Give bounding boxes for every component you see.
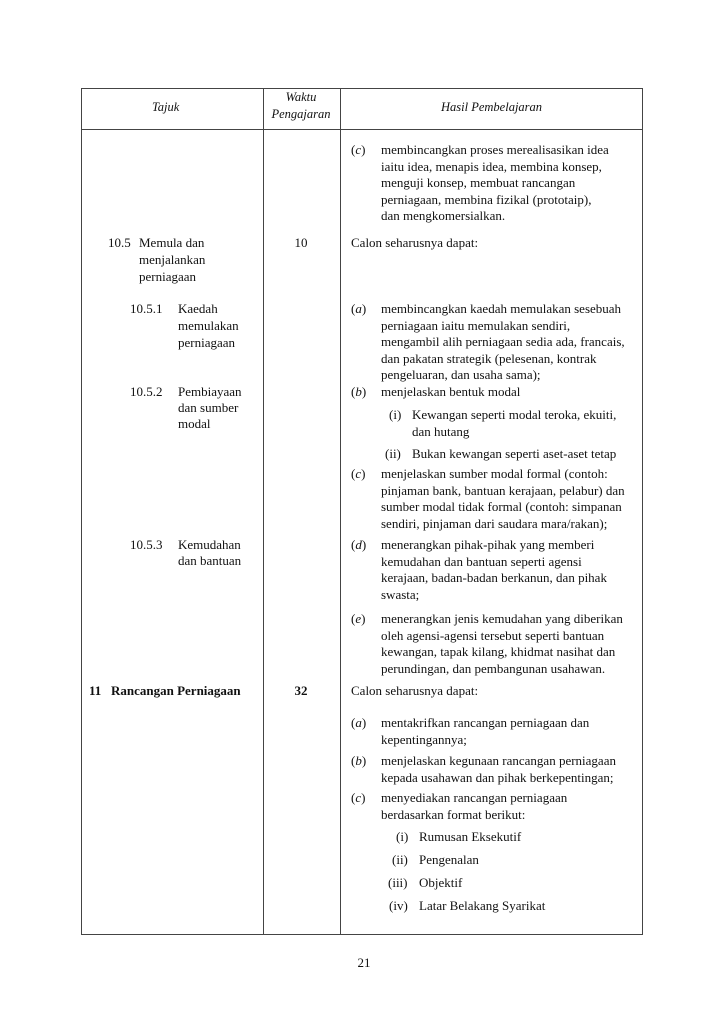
subitem-line: Pengenalan bbox=[419, 852, 479, 867]
item-letter: (a) bbox=[351, 715, 367, 730]
top-item-line: perniagaan, membina fizikal (prototaip), bbox=[381, 191, 592, 207]
item-line: swasta; bbox=[381, 586, 420, 602]
subitem-number: (i) bbox=[389, 407, 402, 422]
item-line: perniagaan iaitu memulakan sendiri, bbox=[381, 317, 571, 333]
subsection-number: 10.5.3 bbox=[130, 537, 163, 552]
section-hours: 10 bbox=[294, 235, 308, 250]
item-line: menyediakan rancangan perniagaan bbox=[381, 790, 568, 805]
item-line: mengambil alih perniagaan sedia ada, francais, bbox=[381, 334, 625, 349]
item-letter: (a) bbox=[351, 301, 367, 316]
item-letter: (b) bbox=[351, 753, 367, 768]
subitem-number: (ii) bbox=[385, 446, 401, 461]
subsection-title-line: Pembiayaan bbox=[178, 384, 242, 399]
top-item-letter: (c) bbox=[351, 142, 366, 157]
subitem-line: Latar Belakang Syarikat bbox=[419, 898, 546, 913]
section-number: 10.5 bbox=[108, 235, 131, 250]
item-line: menerangkan pihak-pihak yang memberi bbox=[381, 537, 595, 552]
subsection-title-line: dan sumber bbox=[178, 400, 239, 415]
subsection-number: 10.5.2 bbox=[130, 384, 163, 399]
item-letter: (b) bbox=[351, 384, 367, 399]
subitem-number: (iii) bbox=[388, 875, 408, 890]
section-title-line: Memula dan bbox=[139, 235, 205, 250]
item-line: membincangkan kaedah memulakan sesebuah bbox=[381, 301, 622, 316]
item-line: mentakrifkan rancangan perniagaan dan bbox=[381, 715, 590, 730]
header-hasil-pembelajaran: Hasil Pembelajaran bbox=[441, 100, 543, 114]
section-title-line: menjalankan bbox=[139, 252, 206, 267]
item-line: sendiri, pinjaman dari saudara mara/rakan); bbox=[381, 515, 608, 531]
item-line: menerangkan jenis kemudahan yang diberikan bbox=[381, 611, 623, 626]
item-line: kepada usahawan dan pihak berkepentingan; bbox=[381, 769, 614, 785]
chapter-number: 11 bbox=[89, 683, 102, 698]
column-divider-1 bbox=[263, 89, 264, 934]
section-intro: Calon seharusnya dapat: bbox=[351, 235, 479, 250]
item-line: kepentingannya; bbox=[381, 731, 467, 747]
chapter-title: Rancangan Perniagaan bbox=[111, 683, 241, 698]
subsection-title-line: modal bbox=[178, 416, 211, 431]
header-divider bbox=[82, 129, 642, 130]
subsection-number: 10.5.1 bbox=[130, 301, 163, 316]
item-line: dan pakatan strategik (pelesenan, kontrak bbox=[381, 350, 597, 366]
item-line: menjelaskan sumber modal formal (contoh: bbox=[381, 466, 608, 481]
item-line: menjelaskan bentuk modal bbox=[381, 384, 521, 399]
subsection-title-line: dan bantuan bbox=[178, 553, 242, 568]
subsection-title-line: Kaedah bbox=[178, 301, 218, 316]
subitem-number: (i) bbox=[396, 829, 409, 844]
item-line: kerajaan, badan-badan berkanun, dan pihak bbox=[381, 570, 607, 585]
item-line: berdasarkan format berikut: bbox=[381, 806, 526, 822]
item-line: kemudahan dan bantuan seperti agensi bbox=[381, 553, 582, 569]
item-letter: (d) bbox=[351, 537, 367, 552]
item-line: oleh agensi-agensi tersebut seperti bantuan bbox=[381, 627, 605, 643]
item-line: pengeluaran, dan usaha sama); bbox=[381, 367, 541, 382]
item-line: sumber modal tidak formal (contoh: simpanan bbox=[381, 499, 622, 514]
chapter-hours: 32 bbox=[294, 683, 308, 698]
subitem-line: Objektif bbox=[419, 875, 463, 890]
item-line: kewangan, tapak kilang, khidmat nasihat dan bbox=[381, 644, 616, 659]
item-letter: (c) bbox=[351, 466, 366, 481]
header-pengajaran: Pengajaran bbox=[271, 107, 331, 121]
top-item-line: membincangkan proses merealisasikan idea bbox=[381, 142, 609, 157]
header-waktu: Waktu bbox=[285, 90, 317, 104]
chapter-intro: Calon seharusnya dapat: bbox=[351, 683, 479, 698]
subitem-number: (iv) bbox=[389, 898, 408, 913]
section-title-line: perniagaan bbox=[139, 269, 197, 284]
item-line: menjelaskan kegunaan rancangan perniagaan bbox=[381, 753, 616, 768]
subsection-title-line: memulakan bbox=[178, 318, 239, 333]
item-line: pinjaman bank, bantuan kerajaan, pelabur) dan bbox=[381, 482, 625, 498]
subsection-title-line: Kemudahan bbox=[178, 537, 241, 552]
subsection-title-line: perniagaan bbox=[178, 335, 236, 350]
page-number: 21 bbox=[357, 955, 371, 970]
top-item-line: dan mengkomersialkan. bbox=[381, 208, 506, 223]
subitem-number: (ii) bbox=[392, 852, 408, 867]
item-letter: (e) bbox=[351, 611, 366, 626]
subitem-line: Kewangan seperti modal teroka, ekuiti, bbox=[412, 407, 617, 422]
item-letter: (c) bbox=[351, 790, 366, 805]
header-tajuk: Tajuk bbox=[152, 100, 180, 114]
item-line: perundingan, dan pembangunan usahawan. bbox=[381, 660, 606, 676]
column-divider-2 bbox=[340, 89, 341, 934]
subitem-line: Bukan kewangan seperti aset-aset tetap bbox=[412, 446, 617, 461]
subitem-line: Rumusan Eksekutif bbox=[419, 829, 522, 844]
top-item-line: menguji konsep, membuat rancangan bbox=[381, 175, 576, 190]
subitem-line: dan hutang bbox=[412, 423, 470, 439]
top-item-line: iaitu idea, menapis idea, membina konsep, bbox=[381, 158, 602, 174]
